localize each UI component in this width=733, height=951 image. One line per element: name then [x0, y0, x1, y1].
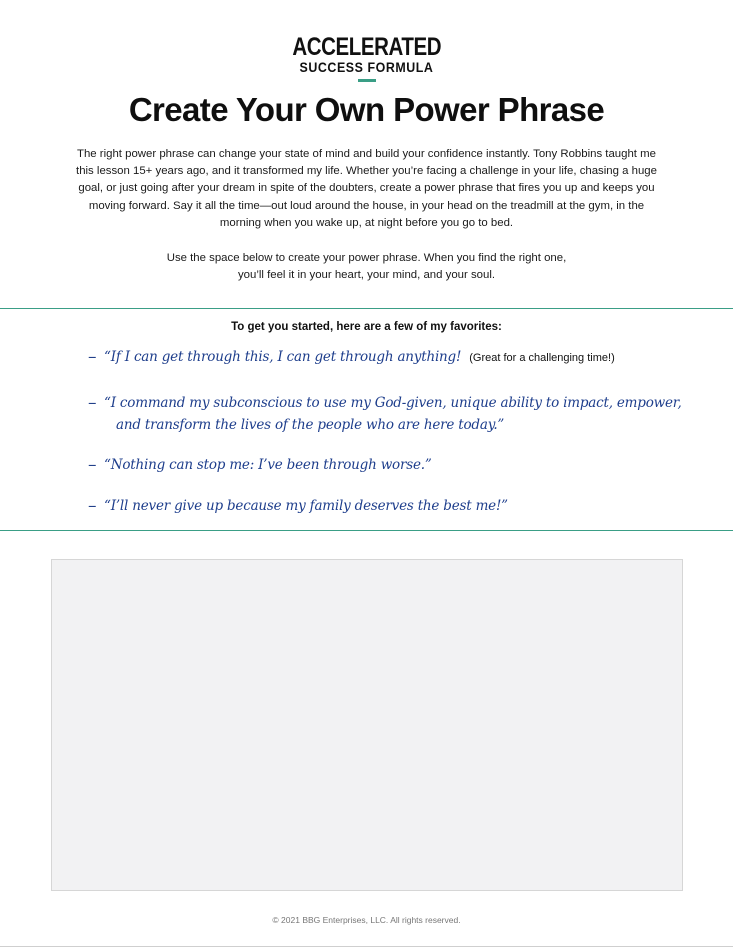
section-divider-top [0, 308, 733, 309]
dash-bullet: – [88, 347, 97, 367]
favorite-phrase-1 [88, 346, 615, 369]
favorite-phrase-2 [88, 392, 682, 436]
page-bottom-rule [0, 946, 733, 947]
instructions-line-2: you’ll feel it in your heart, your mind, and your soul. [237, 269, 496, 282]
phrase-text: “I’ll never give up because my family deserves the best me!” [104, 498, 508, 514]
phrase-text: “Nothing can stop me: I’ve been through worse.” [104, 457, 432, 473]
favorite-phrase-3 [88, 454, 432, 476]
power-phrase-writing-area[interactable] [51, 559, 683, 891]
brand-logo [0, 34, 733, 82]
logo-wordmark-bottom: SUCCESS FORMULA [299, 60, 434, 75]
phrase-continuation: and transform the lives of the people who are here today.” [116, 417, 505, 433]
dash-bullet: – [88, 393, 97, 413]
phrase-text [104, 392, 682, 436]
copyright-footer: © 2021 BBG Enterprises, LLC. All rights reserved. [272, 915, 461, 925]
favorites-heading: To get you started, here are a few of my favorites: [231, 321, 502, 333]
logo-accent-bar [358, 79, 376, 82]
phrase-note: (Great for a challenging time!) [469, 352, 615, 364]
phrase-line: “If I can get through this, I can get through anything! [104, 349, 462, 365]
instructions-paragraph [120, 250, 613, 284]
instructions-line-1: Use the space below to create your power phrase. When you find the right one, [166, 252, 567, 264]
dash-bullet: – [88, 496, 97, 516]
favorite-phrase-4 [88, 495, 508, 517]
section-divider-bottom [0, 530, 733, 531]
intro-paragraph: The right power phrase can change your state of mind and build your confidence instantly. Tony Robbins taught me this lesson 15+ years ago, and it transformed my life. Whether you’re facing a challenge in your life, chasing a huge goal, or just going after your dream in spite of the doubters, create a power phrase that fires you up and keeps you moving forward. Say it all the time—out loud around the house, in your head on the treadmill at the gym, in the morning when you wake up, at night before you go to bed. [76, 148, 657, 229]
page-title: Create Your Own Power Phrase [128, 91, 605, 128]
phrase-text [104, 346, 615, 369]
phrase-line: “I command my subconscious to use my God-given, unique ability to impact, empower, [104, 395, 682, 411]
logo-wordmark-top: ACCELERATED [292, 33, 441, 61]
dash-bullet: – [88, 455, 97, 475]
